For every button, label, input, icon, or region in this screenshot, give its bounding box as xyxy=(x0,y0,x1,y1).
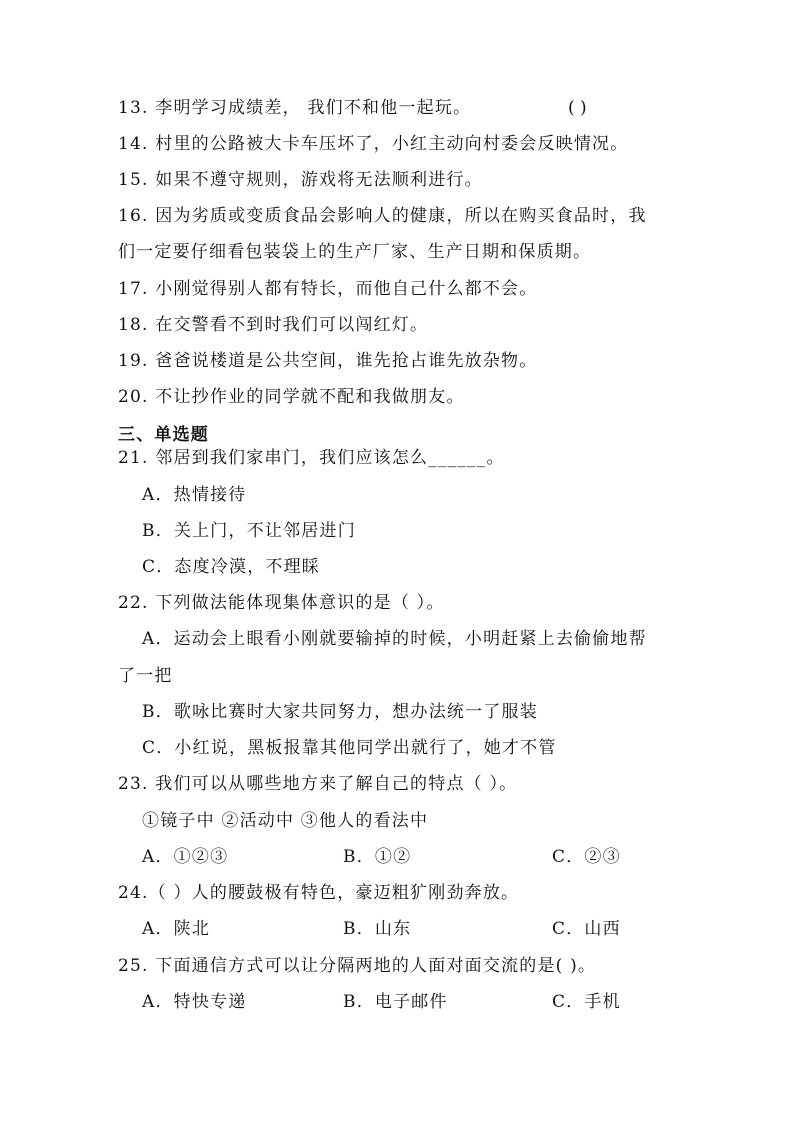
q22-option-c[interactable]: C．小红说，黑板报靠其他同学出就行了，她才不管 xyxy=(142,738,557,758)
q23-option-a[interactable]: A．①②③ xyxy=(142,847,229,867)
q20-text: 20. 不让抄作业的同学就不配和我做朋友。 xyxy=(118,387,465,407)
q18-text: 18. 在交警看不到时我们可以闯红灯。 xyxy=(118,315,429,335)
q17-text: 17. 小刚觉得别人都有特长，而他自己什么都不会。 xyxy=(118,279,538,299)
q22-option-a-line1[interactable]: A．运动会上眼看小刚就要输掉的时候，小明赶紧上去偷偷地帮 xyxy=(142,629,647,649)
section-title-single-choice: 三、单选题 xyxy=(118,425,209,445)
q24-option-c[interactable]: C．山西 xyxy=(552,919,621,939)
q25-stem: 25. 下面通信方式可以让分隔两地的人面对面交流的是( )。 xyxy=(118,956,597,976)
q25-option-c[interactable]: C．手机 xyxy=(552,992,621,1012)
q23-option-b[interactable]: B．①② xyxy=(343,847,412,867)
q24-option-b[interactable]: B．山东 xyxy=(343,919,412,939)
q24-stem: 24.（ ）人的腰鼓极有特色，豪迈粗犷刚劲奔放。 xyxy=(118,883,520,903)
q22-stem: 22. 下列做法能体现集体意识的是（ ）。 xyxy=(118,593,445,613)
q22-option-a-line2[interactable]: 了一把 xyxy=(118,666,173,686)
q16-line2: 们一定要仔细看包装袋上的生产厂家、生产日期和保质期。 xyxy=(118,242,592,262)
q25-option-a[interactable]: A．特快专递 xyxy=(142,992,247,1012)
q16-line1: 16. 因为劣质或变质食品会影响人的健康，所以在购买食品时，我 xyxy=(118,206,647,226)
q21-option-a[interactable]: A．热情接待 xyxy=(142,485,247,505)
q14-text: 14. 村里的公路被大卡车压坏了，小红主动向村委会反映情况。 xyxy=(118,134,629,154)
q19-text: 19. 爸爸说楼道是公共空间，谁先抢占谁先放杂物。 xyxy=(118,351,538,371)
q15-text: 15. 如果不遵守规则，游戏将无法顺利进行。 xyxy=(118,170,483,190)
q23-stem: 23. 我们可以从哪些地方来了解自己的特点（ ）。 xyxy=(118,774,518,794)
q13-answer-paren[interactable]: ( ) xyxy=(568,98,587,118)
q21-stem: 21. 邻居到我们家串门，我们应该怎么______。 xyxy=(118,448,505,468)
q13-text: 13. 李明学习成绩差， 我们不和他一起玩。 xyxy=(118,98,472,118)
q25-option-b[interactable]: B．电子邮件 xyxy=(343,992,448,1012)
q22-option-b[interactable]: B．歌咏比赛时大家共同努力，想办法统一了服装 xyxy=(142,702,538,722)
q21-option-b[interactable]: B．关上门，不让邻居进门 xyxy=(142,521,356,541)
q24-option-a[interactable]: A．陕北 xyxy=(142,919,211,939)
q21-option-c[interactable]: C．态度冷漠，不理睬 xyxy=(142,557,321,577)
q23-option-c[interactable]: C．②③ xyxy=(552,847,621,867)
q23-items: ①镜子中 ②活动中 ③他人的看法中 xyxy=(142,811,429,831)
